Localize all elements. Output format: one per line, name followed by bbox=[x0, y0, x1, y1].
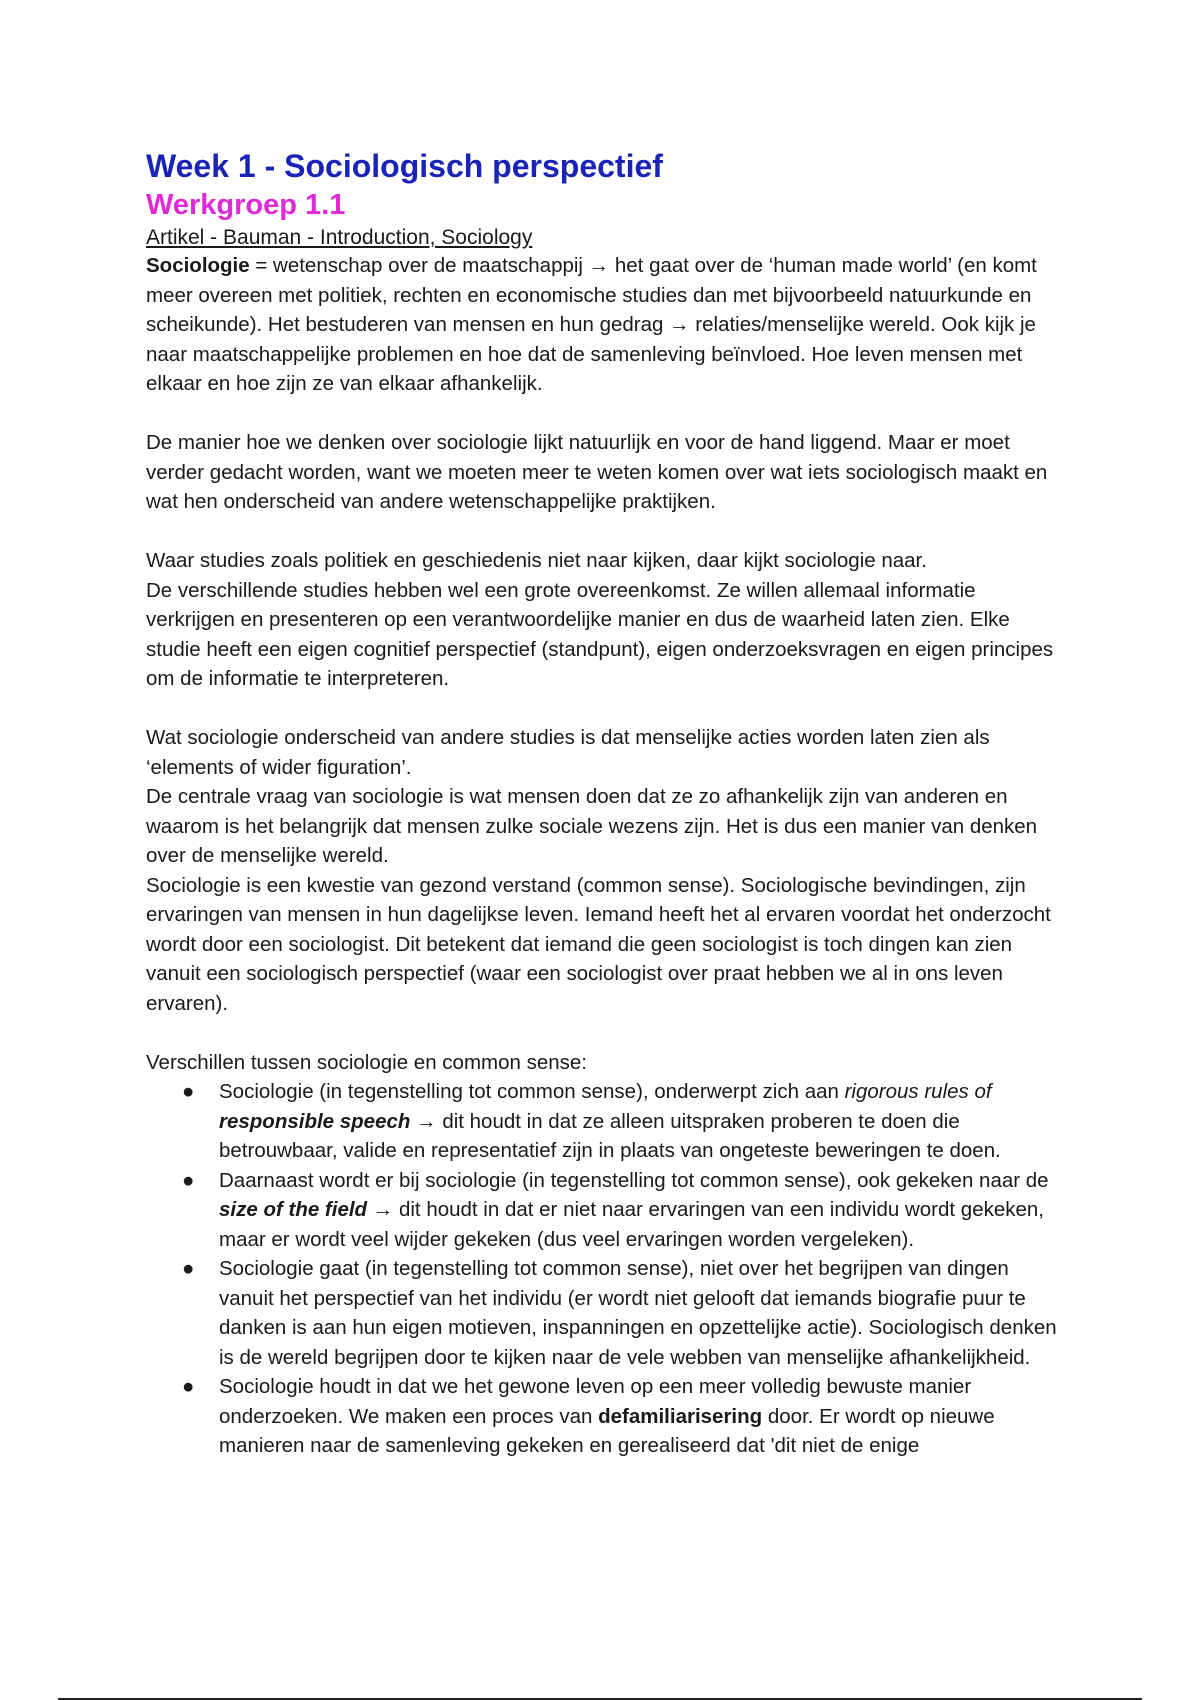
page-divider bbox=[58, 1698, 1142, 1700]
article-source: Artikel - Bauman - Introduction, Sociology bbox=[146, 226, 533, 249]
page-title: Week 1 - Sociologisch perspectief bbox=[146, 148, 663, 184]
list-item: ● Daarnaast wordt er bij sociologie (in tegenstelling tot common sense), ook gekeken naar de size of the field → dit houdt in dat er niet naar ervaringen van een individu wordt gekeken, maar er wordt veel wijder gekeken (dus veel ervaringen worden vergeleken). bbox=[219, 1166, 1066, 1255]
document-page bbox=[146, 146, 1066, 1461]
paragraph-4a: Wat sociologie onderscheid van andere studies is dat menselijke acties worden laten zien als ‘elements of wider figuration’. bbox=[146, 726, 990, 779]
section-heading: Werkgroep 1.1 bbox=[146, 189, 346, 221]
bullet-icon: ● bbox=[182, 1257, 195, 1280]
spacer bbox=[146, 517, 1066, 547]
key-term: responsible speech bbox=[219, 1109, 411, 1133]
key-term: defamiliarisering bbox=[598, 1404, 763, 1428]
list-item: ● Sociologie (in tegenstelling tot common sense), onderwerpt zich aan rigorous rules of responsible speech → dit houdt in dat ze alleen uitspraken proberen te doen die betrouwbaar, valide en representatief zijn in plaats van ongeteste beweringen te doen. bbox=[219, 1077, 1066, 1166]
paragraph-3b: De verschillende studies hebben wel een grote overeenkomst. Ze willen allemaal informatie verkrijgen en presenteren op een verantwoordelijke manier en dus de waarheid laten zien. Elke studie heeft een eigen cognitief perspectief (standpunt), eigen onderzoeksvragen en eigen principes om de informatie te interpreteren. bbox=[146, 578, 1054, 690]
list-item: ● Sociologie houdt in dat we het gewone leven op een meer volledig bewuste manier onderzoeken. We maken een proces van defamiliarisering door. Er wordt op nieuwe manieren naar de samenleving gekeken en gerealiseerd dat 'dit niet de enige bbox=[219, 1372, 1066, 1461]
list-heading: Verschillen tussen sociologie en common sense: bbox=[146, 1050, 587, 1074]
intro-text: = wetenschap over de maatschappij → het gaat over de ‘human made world’ (en komt meer overeen met politiek, rechten en economische studies dan met bijvoorbeeld natuurkunde en scheikunde). Het bestuderen van mensen en hun gedrag → relaties/menselijke wereld. Ook kijk je naar maatschappelijke problemen en hoe dat de samenleving beïnvloed. Hoe leven mensen met elkaar en hoe zijn ze van elkaar afhankelijk. bbox=[146, 254, 1037, 395]
bullet-icon: ● bbox=[182, 1375, 195, 1398]
italic-term: rigorous rules of bbox=[844, 1080, 992, 1103]
paragraph-4b: De centrale vraag van sociologie is wat mensen doen dat ze zo afhankelijk zijn van anderen en waarom is het belangrijk dat mensen zulke sociale wezens zijn. Het is dus een manier van denken over de menselijke wereld. bbox=[146, 785, 1038, 867]
intro-paragraph bbox=[146, 251, 1066, 399]
spacer bbox=[146, 1018, 1066, 1048]
key-term: size of the field bbox=[219, 1198, 368, 1221]
spacer bbox=[146, 694, 1066, 724]
bullet-icon: ● bbox=[182, 1080, 195, 1103]
paragraph-4c: Sociologie is een kwestie van gezond verstand (common sense). Sociologische bevindingen, zijn ervaringen van mensen in hun dagelijkse leven. Iemand heeft het al ervaren voordat het onderzocht wordt door een sociologist. Dit betekent dat iemand die geen sociologist is toch dingen kan zien vanuit een sociologisch perspectief (waar een sociologist over praat hebben we al in ons leven ervaren). bbox=[146, 873, 1051, 1015]
bullet-icon: ● bbox=[182, 1168, 195, 1192]
paragraph-3a: Waar studies zoals politiek en geschiedenis niet naar kijken, daar kijkt sociologie naar. bbox=[146, 549, 927, 572]
intro-term: Sociologie bbox=[146, 254, 250, 277]
spacer bbox=[146, 399, 1066, 429]
differences-list bbox=[146, 1077, 1066, 1461]
paragraph-2: De manier hoe we denken over sociologie lijkt natuurlijk en voor de hand liggend. Maar er moet verder gedacht worden, want we moeten meer te weten komen over wat iets sociologisch maakt en wat hen onderscheid van andere wetenschappelijke praktijken. bbox=[146, 431, 1048, 513]
list-item: ● Sociologie gaat (in tegenstelling tot common sense), niet over het begrijpen van dingen vanuit het perspectief van het individu (er wordt niet gelooft dat iemands biografie puur te danken is aan hun eigen motieven, inspanningen en opzettelijke actie). Sociologisch denken is de wereld begrijpen door te kijken naar de vele webben van menselijke afhankelijkheid. bbox=[219, 1254, 1066, 1372]
